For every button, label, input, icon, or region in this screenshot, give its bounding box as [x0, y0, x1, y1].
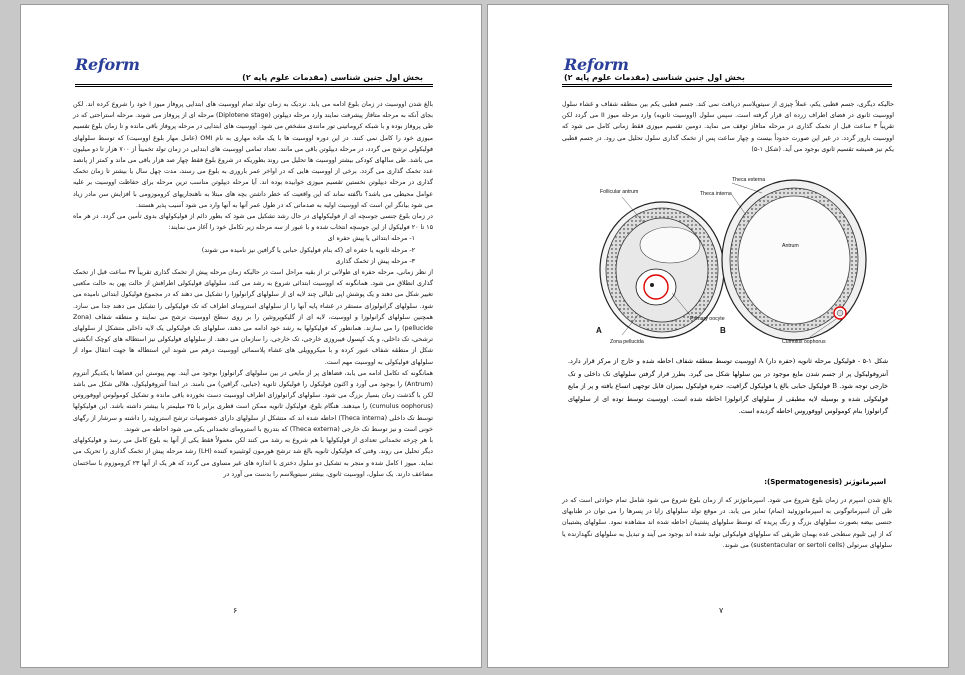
- label-follicular-antrum: Follicular antrum: [600, 189, 639, 195]
- header-rule: [75, 84, 433, 85]
- follicle-figure: [582, 175, 872, 345]
- left-page-body: [73, 99, 433, 480]
- label-panel-b: B: [720, 326, 726, 335]
- paragraph: همانگونه که تکامل ادامه می یابد، فضاهای پر از مایعی در بین سلولهای گرانولوزا بوجود می آیند. بهم پیوستن این فضاها با یکدیگر آنتروم (Antrum) را بوجود می آورد و اکنون فولیکول را فولیکول ثانویه (حبابی، گرافین) می نامند. در ابتدا آنتروفولیکول، هلالی شکل می باشد لکن با گذشت زمان بسیار بزرگ می شود. سلولهای گرانولوزای اطراف اووسیت دست نخورده باقی مانده و تشکیل کومولوس اووفوروس (cumulus oophorus) را میدهند. هنگام بلوغ، فولیکول ثانویه ممکن است قطری برابر با ۲۵ میلیمتر یا بیشتر داشته باشد. این فولیکولها توسط تک داخلی (Theca interna) احاطه شده اند که متشکل از سلولهای دارای خصوصیات ترشح استروئید را داشته و سرشار از رگهای خونی است و نیز توسط تک خارجی (Theca externa) که بتدریج با استرومای تخمدانی یکی می شود احاطه می شوند.: [73, 369, 433, 433]
- header-rule-secondary: [75, 86, 433, 87]
- section-title: اسپرماتوژنز (Spermatogenesis):: [764, 478, 886, 486]
- reform-logo: Reform: [75, 55, 140, 74]
- follicle-stage-list: [73, 233, 433, 267]
- left-page: [20, 4, 482, 668]
- label-antrum: Antrum: [782, 243, 799, 249]
- list-item: ۳- مرحله پیش از تخمک گذاری: [335, 257, 415, 265]
- right-page: [487, 4, 949, 668]
- list-item: ۱- مرحله ابتدائی یا پیش حفره ای: [327, 235, 415, 243]
- running-header: بخش اول جنین شناسی (مقدمات علوم پایه ۲): [242, 73, 423, 82]
- label-cumulus-oophorus: Cumulus oophorus: [782, 339, 826, 345]
- page-number: ۷: [719, 606, 724, 615]
- running-header: بخش اول جنین شناسی (مقدمات علوم پایه ۲): [564, 73, 745, 82]
- figure-caption: شکل ۱-۵ - فولیکول مرحله ثانویه (حفره دار) A اووسیت توسط منطقه شفاف احاطه شده و خارج از مرکز قرار دارد. آنتروفولیکول پر از جسم شدن مایع موجود در بین سلولها شکل می گیرد. بطرز قرار گرفتن سلولهای تک داخلی و تک خارجی توجه شود. B فولیکول حبابی بالغ یا فولیکول گرافیت، حفره فولیکول بمیزان قابل توجهی اتساع یافته و پر از مایع فولیکولی شده و بوسیله لایه مطبقی از سلولهای گرانولوزا احاطه شده است. اووسیت توسط توده ای از سلولهای گرانولوزا بنام کومولوس اووفوروس احاطه گردیده است.: [568, 357, 888, 416]
- follicle-b-illustration: [722, 180, 866, 340]
- label-zona-pellucida: Zona pellucida: [610, 339, 644, 345]
- header-rule-secondary: [562, 86, 892, 87]
- section-body: بالغ شدن اسپرم در زمان بلوغ شروع می شود. اسپرماتوژنز که از زمان بلوغ شروع می شود شامل تمام حوادثی است که در طی آن اسپرماتوگونی به اسپرماتوزوئید (تمام) تمایز می یابد. در موقع تولد سلولهای زایا در پسرها را می توان در طنابهای جنسی بیضه بصورت سلولهای بزرگ و رنگ پریده که توسط سلولهای پشتیبان احاطه شده اند مشاهده نمود. سلولهای پشتیبان که از اپی تلیوم سطحی غده بهمان طریقی که سلولهای فولیکولی تولید شده اند بوجود می آیند و تبدیل به سلولهای نگهدارنده یا سلولهای سرتولی (sustentacular or sertoli cells) می شوند.: [562, 497, 892, 549]
- header-rule: [562, 84, 892, 85]
- paragraph: از نظر زمانی، مرحله حفره ای طولانی تر از بقیه مراحل است در حالیکه زمان مرحله پیش از تخمک گذاری تقریباً ۳۷ ساعت قبل از تخمک گذاری انطلاق می شود. همانگونه که اووسیت ابتدائی شروع به رشد می کند، سلولهای فولیکولی اطرافش از حالت پهن به حالت مکعبی تغییر شکل می دهند و یک پوشش اپی تلیالی چند لایه ای از سلولهای گرانولوزا را تشکیل می دهند که در مجموع فولیکول ابتدائی نامیده می شود. سلولهای گرانولوزای مستقر در غشاء پایه آنها را از سلولهای استرومای اطراف که تک فولیکولی را تشکیل می دهند جدا می سازد. همچنین سلولهای گرانولوزا و اووسیت، لایه ای از گلیکوپروتئین را بر روی سطح اووسیت ترشح می نمایند و منطقه شفاف (Zona pellucide) را می سازند. همانطور که فولیکولها به رشد خود ادامه می دهند، سلولهای تک فولیکولی یک لایه داخلی متشکل از سلولهای ترشحی، تک داخلی، و یک کپسول فیبروزی خارجی، تک خارجی، را سازمان می دهند. از سلولهای فولیکولی نیز استطاله های کوچک انگشتی شکل از منطقه شفاف عبور کرده و با میکروویلی های غشاء پلاسمائی اووسیت درهم می شوند این استطاله ها جهت انتقال مواد از سلولهای فولیکولی به اووسیت مهم است.: [73, 269, 433, 366]
- paragraph: بالغ شدن اووسیت در زمان بلوغ ادامه می یابد. نزدیک به زمان تولد تمام اووسیت های ابتدایی پروفاز میوز I خود را شروع کرده اند. لکن بجای آنکه به مرحله متافاز پیشرفت نمایند وارد مرحله دیپلوتن (Diplotene stage) مرحله ای از پروفاز می شوند. مرحله استراحتی که در طی پروفاز بوده و با شبکه کروماتینی تور مانندی مشخص می شود. اووسیت های ابتدایی در مرحله پروفاز باقی مانده و تا زمان بلوغ تقسیم میوزی خود را کامل نمی کنند. در این دوره اووسیت ها با یک ماده مهاری به نام OMI (عامل مهار بلوغ اووسیت) که توسط سلولهای فولیکولی ترشح می گردد، در مرحله دیپلوتن باقی می مانند. تعداد تمامی اووسیت های ابتدایی در زمان تولد تخمیناً از ۷۰۰ هزار تا دو میلیون می باشد. طی سالهای کودکی بیشتر اووسیت ها تحلیل می روند بطوریکه در شروع بلوغ فقط چهار صد هزار باقی می ماند و کمتر از پانصد عدد تخمک گذاری می گردد. برخی از اووسیت هایی که در اواخر عمر باروری به بلوغ می رسند، مدت چهل سال یا بیشتر تا زمان تخمک گذاری در مرحله دیپلوتن نخستین تقسیم میوزی خوابیده بوده اند. آیا مرحله دیپلوتن مناسب ترین مرحله برای حفاظت اووسیت بر علیه عوامل محیطی می باشد؟ ناگفته نماند که این واقعیت که خطر داشتن بچه های مبتلا به ناهنجاریهای کروموزومی با افزایش سن مادر زیاد می شود بیانگر این است که اووسیت اولیه به صدماتی که در طول عمر آنها به آنها وارد می شود آسیب پذیر هستند.: [73, 101, 434, 209]
- label-theca-interna: Theca interna: [700, 191, 732, 197]
- list-item: ۲- مرحله ثانویه یا حفره ای (که بنام فولیکول حبابی یا گرافین نیز نامیده می شوند): [201, 246, 415, 254]
- reform-logo: Reform: [564, 55, 629, 74]
- label-panel-a: A: [596, 326, 602, 335]
- paragraph: با هر چرخه تخمدانی تعدادی از فولیکولها با هم شروع به رشد می کنند لکن معمولاً فقط یکی از آنها به بلوغ کامل می رسد و فولیکولهای دیگر تحلیل می روند. وقتی که فولیکول ثانویه بالغ شد ترشح هورمون لوتئینیزه کننده (LH) رشد مرحله پیش از تخمک گذاری را تحریک می نماید. میوز I کامل شده و منجر به تشکیل دو سلول دختری با اندازه های غیر مساوی می گردد که هر یک از آنها ۲۳ کروموزوم با ساختمان مضاعف دارند. یک سلول، اووسیت ثانوی، بیشتر سیتوپلاسم را بدست می آورد در: [73, 437, 433, 478]
- label-theca-externa: Theca externa: [732, 177, 766, 183]
- paragraph: در زمان بلوغ جنسی جوسچه ای از فولیکولهای در حال رشد تشکیل می شود که بطور دائم از فولیکولهای بدوی تأمین می گردد. در هر ماه ۱۵ تا ۲۰ فولیکول از این جوسچه انتخاب شده و با عبور از سه مرحله زیر تکامل خود را آغاز می نمایند:: [73, 213, 433, 232]
- intro-paragraph: حالیکه دیگری، جسم قطبی یکم، عملاً چیزی از سیتوپلاسم دریافت نمی کند. جسم قطبی یکم بین منطقه شفاف و غشاء سلول اووسیت ثانوی در فضای اطراف زرده ای قرار گرفته است. سپس سلول (اووسیت ثانویه) وارد مرحله میوز II می گردد لکن تقریباً ۳ ساعت قبل از تخمک گذاری در مرحله متافاز توقف می نماید. دومین تقسیم میوزی فقط زمانی کامل می شود که اووسیت بارور گردد. در غیر این صورت حدوداً بیست و چهار ساعت پس از تخمک گذاری سلول تحلیل می رود. در جسم قطبی یکم نیز همیشه تقسیم ثانوی بوجود می آید. (شکل ۱-۵): [562, 101, 894, 153]
- page-number: ۶: [233, 606, 238, 615]
- label-primary-oocyte: Primary oocyte: [690, 316, 725, 322]
